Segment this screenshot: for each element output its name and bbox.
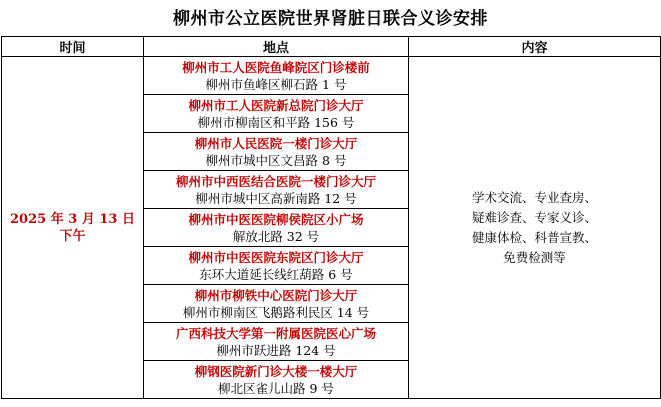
time-period: 下午 [59,228,86,244]
venue-name: 柳州市中医医院柳侯院区小广场 [188,211,364,227]
content-cell [409,57,661,399]
content-line: 健康体检、科普宣教、 [471,229,597,245]
time-date: 2025 年 3 月 13 日 [10,211,135,227]
venue-address: 柳州市城中区文昌路 8 号 [205,152,347,168]
venue-cell [144,247,409,285]
venue-cell [144,323,409,361]
header-content: 内容 [409,37,661,57]
venue-cell [144,57,409,95]
venue-address: 柳北区雀儿山路 9 号 [218,380,334,396]
content-line: 免费检测等 [503,249,566,265]
table-row [2,57,661,95]
content-line: 疑难诊查、专家义诊、 [471,209,597,225]
venue-name: 柳州市中医医院东院区门诊大厅 [188,249,364,265]
venue-address: 柳州市柳南区飞鹅路利民区 14 号 [182,304,370,320]
venue-name: 柳州市工人医院新总院门诊大厅 [188,97,364,113]
venue-name: 柳州市人民医院一楼门诊大厅 [194,135,358,151]
venue-name: 柳州市中西医结合医院一楼门诊大厅 [175,173,376,189]
venue-cell [144,133,409,171]
header-location: 地点 [144,37,409,57]
venue-cell [144,95,409,133]
venue-address: 柳州市跃进路 124 号 [216,342,336,358]
venue-address: 柳州市柳南区和平路 156 号 [197,114,355,130]
venue-address: 柳州市鱼峰区柳石路 1 号 [205,76,347,92]
schedule-table [1,36,661,399]
venue-address: 柳州市城中区高新南路 12 号 [195,190,357,206]
venue-name: 广西科技大学第一附属医院医心广场 [175,325,376,341]
page-title: 柳州市公立医院世界肾脏日联合义诊安排 [173,9,488,29]
venue-address: 解放北路 32 号 [232,228,320,244]
venue-name: 柳州市工人医院鱼峰院区门诊楼前 [182,59,370,75]
venue-cell [144,361,409,399]
header-time: 时间 [2,37,144,57]
content-line: 学术交流、专业查房、 [471,189,597,205]
venue-name: 柳钢医院新门诊大楼一楼大厅 [194,363,358,379]
venue-address: 东环大道延长线红葫路 6 号 [199,266,353,282]
venue-name: 柳州市柳铁中心医院门诊大厅 [194,287,358,303]
venue-cell [144,285,409,323]
table-header-row [2,37,661,57]
time-cell [2,57,144,399]
venue-cell [144,209,409,247]
venue-cell [144,171,409,209]
